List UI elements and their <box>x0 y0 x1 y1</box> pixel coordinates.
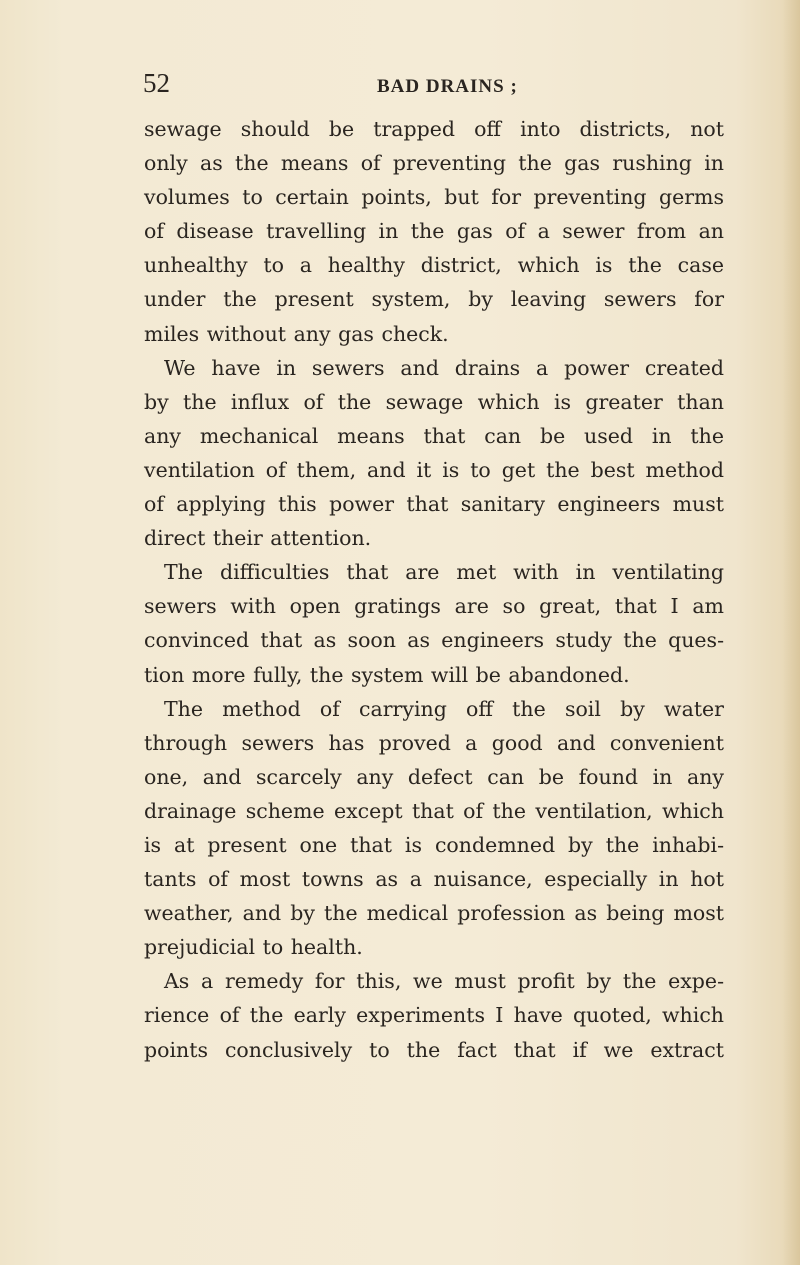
text-line: unhealthy to a healthy district, which is the case <box>144 253 724 278</box>
text-line: is at present one that is condemned by the inhabi- <box>144 832 724 857</box>
text-line: of applying this power that sanitary engineers must <box>144 492 724 517</box>
text-line: only as the means of preventing the gas rushing in <box>144 151 724 176</box>
page-number: 52 <box>143 68 170 98</box>
text-line: ventilation of them, and it is to get the best method <box>144 457 724 482</box>
text-line: rience of the early experiments I have quoted, which <box>144 1003 724 1028</box>
text-line: of disease travelling in the gas of a sewer from an <box>144 219 724 244</box>
text-line: under the present system, by leaving sewers for <box>144 287 724 312</box>
text-line: sewage should be trapped off into districts, not <box>144 117 724 141</box>
text-line: points conclusively to the fact that if we extract <box>144 1037 724 1062</box>
text-line: The difficulties that are met with in ventilating <box>164 560 724 585</box>
text-line: miles without any gas check. <box>144 321 449 346</box>
text-line: prejudicial to health. <box>144 935 363 960</box>
body-text <box>144 112 724 1067</box>
text-line: The method of carrying off the soil by water <box>164 696 724 721</box>
text-line: through sewers has proved a good and convenient <box>144 730 724 755</box>
page-header <box>143 66 663 106</box>
running-title: BAD DRAINS ; <box>377 76 518 97</box>
text-line: As a remedy for this, we must profit by the expe- <box>164 969 724 994</box>
text-line: volumes to certain points, but for preventing germs <box>144 185 724 210</box>
text-line: one, and scarcely any defect can be found in any <box>144 764 724 789</box>
text-line: sewers with open gratings are so great, that I am <box>144 594 724 619</box>
text-line: We have in sewers and drains a power created <box>164 355 724 380</box>
text-line: convinced that as soon as engineers study the ques- <box>144 628 724 653</box>
text-line: tion more fully, the system will be abandoned. <box>144 662 630 687</box>
text-line: direct their attention. <box>144 526 372 551</box>
page-edge-shadow <box>782 0 800 1265</box>
text-line: by the influx of the sewage which is greater than <box>144 389 724 414</box>
text-line: tants of most towns as a nuisance, especially in hot <box>144 867 724 892</box>
text-line: any mechanical means that can be used in the <box>144 423 724 448</box>
text-line: drainage scheme except that of the ventilation, which <box>144 798 724 823</box>
text-line: weather, and by the medical profession as being most <box>144 901 724 926</box>
